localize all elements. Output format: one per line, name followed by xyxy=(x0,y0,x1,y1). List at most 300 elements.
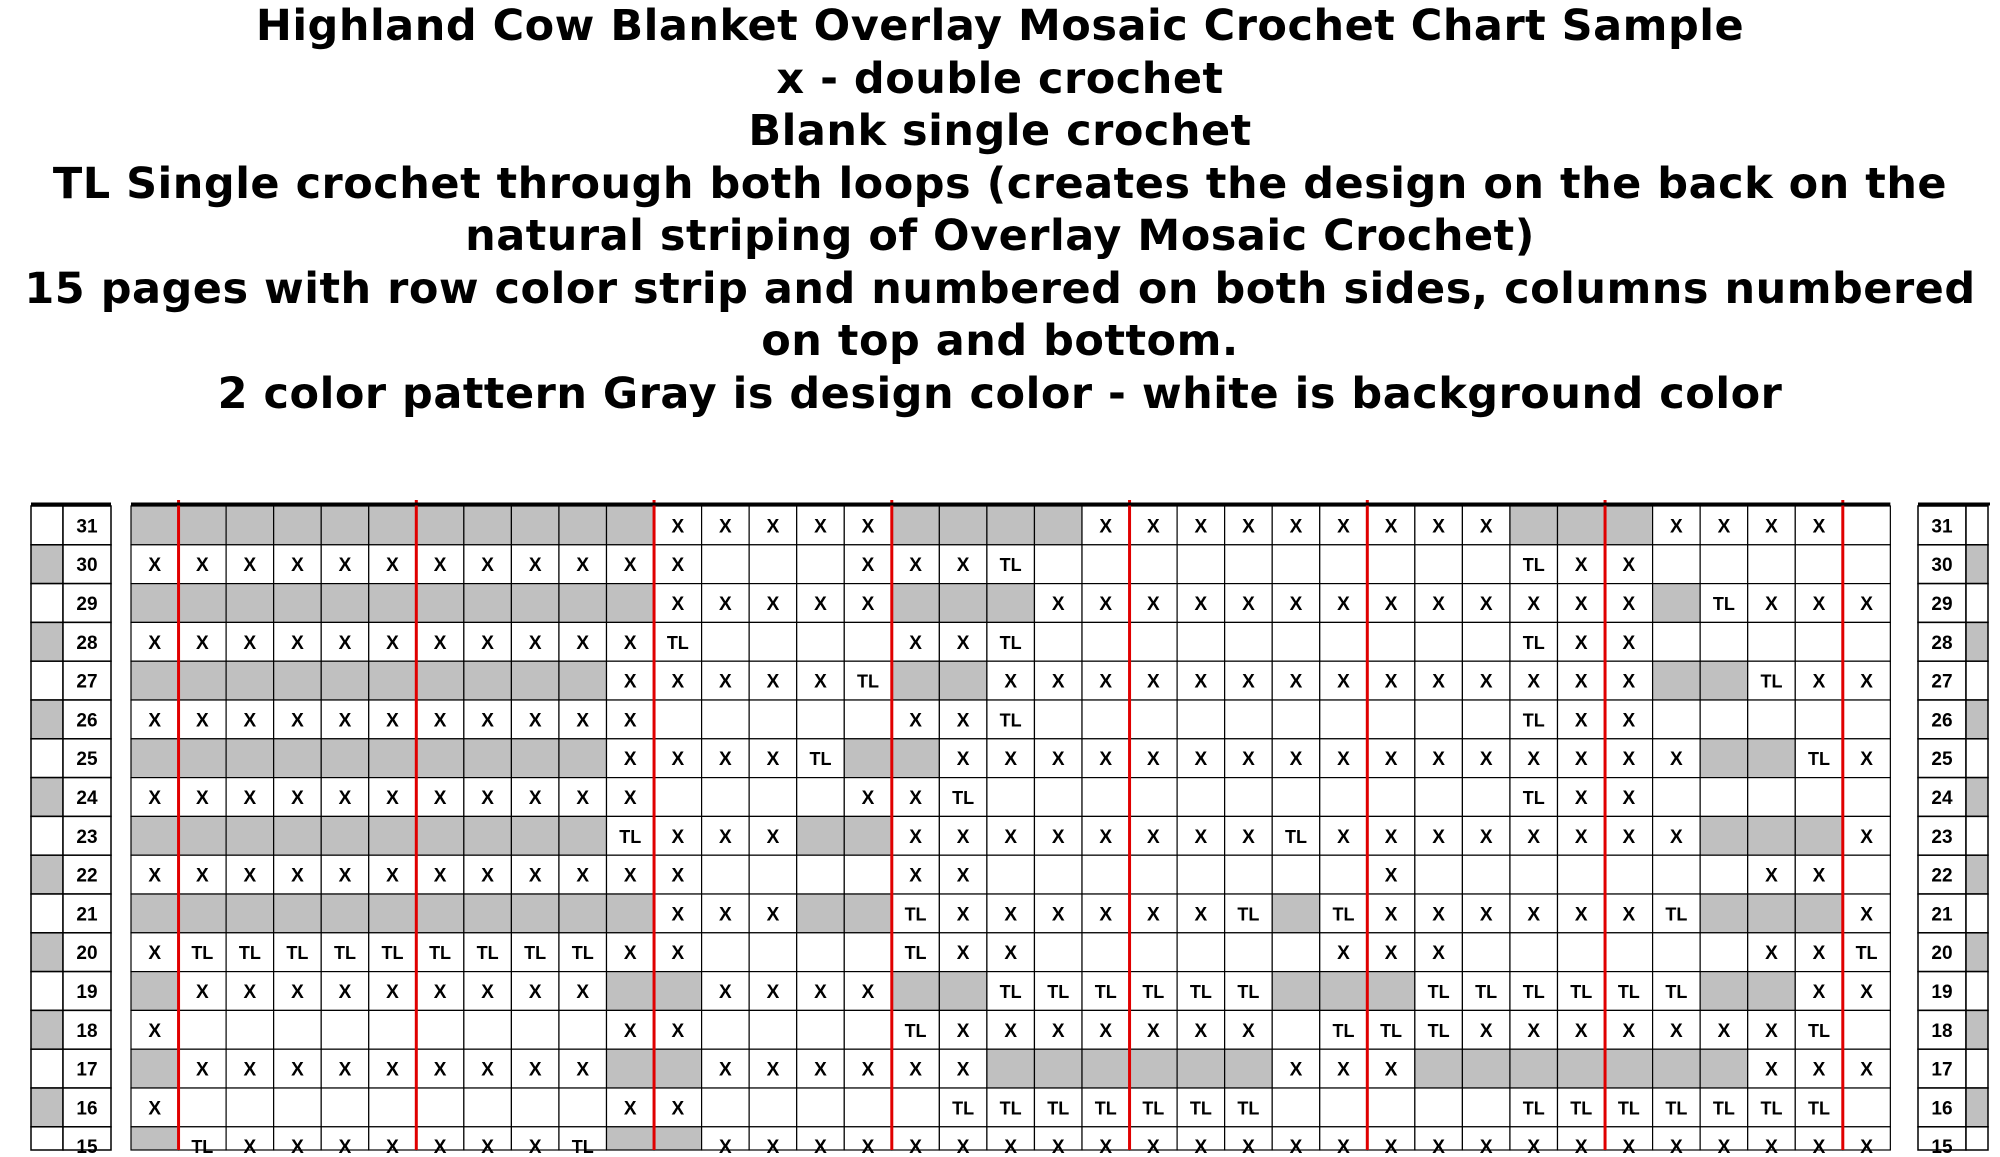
double-crochet-mark: X xyxy=(243,632,257,654)
tl-stitch-mark: TL xyxy=(619,826,642,847)
stitch-cell xyxy=(1843,778,1891,817)
stitch-cell xyxy=(1225,1049,1273,1088)
double-crochet-mark: X xyxy=(1337,1059,1350,1081)
stitch-cell xyxy=(559,894,607,933)
row-color-strip-right xyxy=(1966,622,1988,661)
double-crochet-mark: X xyxy=(386,555,399,577)
tl-stitch-mark: TL xyxy=(999,710,1022,731)
tl-stitch-mark: TL xyxy=(1237,1098,1260,1119)
double-crochet-mark: X xyxy=(338,632,352,654)
stitch-cell xyxy=(131,1127,179,1150)
double-crochet-mark: X xyxy=(1717,1137,1731,1157)
double-crochet-mark: X xyxy=(148,555,162,577)
stitch-cell xyxy=(1748,778,1796,817)
double-crochet-mark: X xyxy=(719,826,732,848)
stitch-cell xyxy=(416,816,464,855)
row-number-left: 18 xyxy=(76,1020,98,1042)
stitch-cell xyxy=(1795,816,1843,855)
double-crochet-mark: X xyxy=(1146,749,1160,771)
double-crochet-mark: X xyxy=(671,1098,685,1120)
row-number-right: 27 xyxy=(1931,671,1953,693)
stitch-cell xyxy=(1558,855,1606,894)
double-crochet-mark: X xyxy=(1289,1059,1303,1081)
double-crochet-mark: X xyxy=(909,710,922,732)
pages-note-line-2: on top and bottom. xyxy=(761,316,1239,366)
double-crochet-mark: X xyxy=(243,1059,257,1081)
stitch-cell xyxy=(1177,1049,1225,1088)
stitch-cell xyxy=(1462,1049,1510,1088)
double-crochet-mark: X xyxy=(148,1020,162,1042)
double-crochet-mark: X xyxy=(671,671,685,693)
stitch-cell xyxy=(1082,622,1130,661)
row-number-left: 19 xyxy=(76,982,98,1003)
row-number-right: 20 xyxy=(1931,943,1953,965)
row-number-left: 20 xyxy=(76,943,98,965)
double-crochet-mark: X xyxy=(1384,516,1398,538)
double-crochet-mark: X xyxy=(528,865,542,887)
stitch-cell xyxy=(939,584,987,623)
stitch-cell xyxy=(226,816,274,855)
double-crochet-mark: X xyxy=(1860,982,1873,1003)
double-crochet-mark: X xyxy=(148,943,162,965)
double-crochet-mark: X xyxy=(1812,516,1826,538)
double-crochet-mark: X xyxy=(433,1137,447,1157)
tl-stitch-mark: TL xyxy=(571,943,594,964)
tl-stitch-mark: TL xyxy=(1712,1098,1735,1119)
double-crochet-mark: X xyxy=(623,671,637,693)
double-crochet-mark: X xyxy=(719,1059,732,1081)
stitch-cell xyxy=(1653,1049,1701,1088)
tl-stitch-mark: TL xyxy=(191,1137,214,1157)
stitch-cell xyxy=(226,661,274,700)
double-crochet-mark: X xyxy=(1717,1020,1731,1042)
tl-stitch-mark: TL xyxy=(1665,904,1688,925)
double-crochet-mark: X xyxy=(1479,594,1493,615)
double-crochet-mark: X xyxy=(1860,904,1873,926)
row-number-right: 31 xyxy=(1931,516,1953,538)
stitch-cell xyxy=(1130,855,1178,894)
stitch-cell xyxy=(939,506,987,545)
double-crochet-mark: X xyxy=(814,982,827,1003)
double-crochet-mark: X xyxy=(1004,671,1018,693)
tl-stitch-mark: TL xyxy=(666,632,689,653)
double-crochet-mark: X xyxy=(1574,632,1588,654)
stitch-cell xyxy=(1130,545,1178,584)
double-crochet-mark: X xyxy=(1860,826,1873,848)
stitch-cell xyxy=(1653,661,1701,700)
stitch-cell xyxy=(892,661,940,700)
double-crochet-mark: X xyxy=(481,710,494,732)
tl-stitch-mark: TL xyxy=(1808,749,1831,770)
double-crochet-mark: X xyxy=(1146,1020,1160,1042)
double-crochet-mark: X xyxy=(1670,749,1683,771)
double-crochet-mark: X xyxy=(909,1137,922,1157)
stitch-cell xyxy=(131,661,179,700)
tl-stitch-mark: TL xyxy=(952,788,975,808)
double-crochet-mark: X xyxy=(433,1059,447,1081)
stitch-cell xyxy=(1748,700,1796,739)
stitch-cell xyxy=(1700,545,1748,584)
stitch-cell xyxy=(797,894,845,933)
double-crochet-mark: X xyxy=(1384,1137,1398,1157)
double-crochet-mark: X xyxy=(956,1020,970,1042)
double-crochet-mark: X xyxy=(1574,749,1588,771)
stitch-cell xyxy=(1034,1049,1082,1088)
double-crochet-mark: X xyxy=(528,982,542,1003)
tl-stitch-mark: TL xyxy=(1427,1020,1450,1041)
stitch-cell xyxy=(1082,1049,1130,1088)
stitch-cell xyxy=(1462,622,1510,661)
double-crochet-mark: X xyxy=(338,1059,352,1081)
row-number-left: 17 xyxy=(76,1059,98,1081)
stitch-cell xyxy=(1177,933,1225,972)
double-crochet-mark: X xyxy=(1479,904,1493,926)
double-crochet-mark: X xyxy=(1812,671,1826,693)
stitch-cell xyxy=(511,1088,559,1127)
stitch-cell xyxy=(1367,972,1415,1011)
double-crochet-mark: X xyxy=(956,749,970,771)
stitch-cell xyxy=(797,700,845,739)
double-crochet-mark: X xyxy=(956,1137,970,1157)
row-color-strip-left xyxy=(31,972,63,1011)
tl-stitch-mark: TL xyxy=(1570,1098,1593,1119)
stitch-cell xyxy=(1367,622,1415,661)
row-number-left: 28 xyxy=(76,632,98,654)
double-crochet-mark: X xyxy=(861,594,875,615)
stitch-cell xyxy=(1272,972,1320,1011)
double-crochet-mark: X xyxy=(1574,594,1588,615)
double-crochet-mark: X xyxy=(1574,788,1588,809)
stitch-cell xyxy=(1462,778,1510,817)
double-crochet-mark: X xyxy=(195,865,209,887)
stitch-cell xyxy=(1843,1088,1891,1127)
stitch-cell xyxy=(1748,622,1796,661)
row-color-strip-left xyxy=(31,506,63,545)
stitch-cell xyxy=(226,506,274,545)
stitch-cell xyxy=(607,894,655,933)
pages-note-line-1: 15 pages with row color strip and numbered on both sides, columns numbered xyxy=(24,263,1976,314)
stitch-cell xyxy=(369,1088,417,1127)
row-number-right: 24 xyxy=(1931,788,1953,809)
stitch-cell xyxy=(131,584,179,623)
stitch-cell xyxy=(559,584,607,623)
row-color-strip-left xyxy=(31,1088,63,1127)
double-crochet-mark: X xyxy=(338,1137,352,1157)
double-crochet-mark: X xyxy=(386,1059,399,1081)
double-crochet-mark: X xyxy=(1812,594,1826,615)
double-crochet-mark: X xyxy=(528,788,542,809)
stitch-cell xyxy=(1272,894,1320,933)
double-crochet-mark: X xyxy=(1289,594,1303,615)
double-crochet-mark: X xyxy=(766,671,780,693)
double-crochet-mark: X xyxy=(909,788,922,809)
stitch-cell xyxy=(1320,972,1368,1011)
stitch-cell xyxy=(1320,1088,1368,1127)
double-crochet-mark: X xyxy=(576,982,590,1003)
double-crochet-mark: X xyxy=(861,982,875,1003)
double-crochet-mark: X xyxy=(1051,1020,1065,1042)
double-crochet-mark: X xyxy=(1099,826,1113,848)
row-number-right: 29 xyxy=(1931,594,1953,615)
double-crochet-mark: X xyxy=(1527,1020,1541,1042)
stitch-cell xyxy=(939,661,987,700)
double-crochet-mark: X xyxy=(481,1059,494,1081)
stitch-cell xyxy=(1082,545,1130,584)
double-crochet-mark: X xyxy=(1242,671,1255,693)
tl-stitch-mark: TL xyxy=(1665,1098,1688,1119)
double-crochet-mark: X xyxy=(1860,749,1873,771)
stitch-cell xyxy=(749,778,797,817)
double-crochet-mark: X xyxy=(671,594,685,615)
double-crochet-mark: X xyxy=(433,632,447,654)
double-crochet-mark: X xyxy=(1194,826,1208,848)
legend-single-crochet: Blank single crochet xyxy=(748,106,1252,156)
tl-stitch-mark: TL xyxy=(1332,904,1355,925)
stitch-cell xyxy=(1415,622,1463,661)
stitch-cell xyxy=(1177,778,1225,817)
stitch-cell xyxy=(1415,545,1463,584)
double-crochet-mark: X xyxy=(1004,749,1018,771)
double-crochet-mark: X xyxy=(386,1137,399,1157)
stitch-cell xyxy=(1748,972,1796,1011)
double-crochet-mark: X xyxy=(1337,516,1350,538)
stitch-cell xyxy=(702,1088,750,1127)
double-crochet-mark: X xyxy=(719,982,732,1003)
stitch-cell xyxy=(844,894,892,933)
stitch-cell xyxy=(607,506,655,545)
tl-stitch-mark: TL xyxy=(1427,982,1450,1002)
stitch-cell xyxy=(464,894,512,933)
double-crochet-mark: X xyxy=(671,555,685,577)
stitch-cell xyxy=(987,855,1035,894)
stitch-cell xyxy=(226,739,274,778)
tl-stitch-mark: TL xyxy=(1808,1020,1831,1041)
row-color-strip-left xyxy=(31,622,63,661)
stitch-cell xyxy=(131,506,179,545)
row-color-strip-left xyxy=(31,894,63,933)
stitch-cell xyxy=(1320,855,1368,894)
stitch-cell xyxy=(1795,545,1843,584)
tl-stitch-mark: TL xyxy=(999,555,1022,576)
double-crochet-mark: X xyxy=(623,710,637,732)
stitch-cell xyxy=(1462,700,1510,739)
row-color-strip-right xyxy=(1966,506,1988,545)
tl-stitch-mark: TL xyxy=(1617,1098,1640,1119)
stitch-cell xyxy=(797,778,845,817)
double-crochet-mark: X xyxy=(956,904,970,926)
stitch-cell xyxy=(1653,933,1701,972)
stitch-cell xyxy=(1748,816,1796,855)
stitch-cell xyxy=(131,816,179,855)
tl-stitch-mark: TL xyxy=(1808,1098,1831,1119)
stitch-cell xyxy=(321,661,369,700)
double-crochet-mark: X xyxy=(671,865,685,887)
row-number-right: 22 xyxy=(1931,865,1953,887)
stitch-cell xyxy=(987,1049,1035,1088)
double-crochet-mark: X xyxy=(1574,555,1588,577)
row-number-left: 26 xyxy=(76,710,98,732)
stitch-cell xyxy=(702,933,750,972)
stitch-cell xyxy=(797,1088,845,1127)
double-crochet-mark: X xyxy=(671,749,685,771)
stitch-cell xyxy=(1605,506,1653,545)
stitch-cell xyxy=(464,816,512,855)
row-number-right: 23 xyxy=(1931,826,1953,848)
stitch-cell xyxy=(131,972,179,1011)
stitch-cell xyxy=(1367,1088,1415,1127)
stitch-cell xyxy=(511,816,559,855)
stitch-cell xyxy=(511,894,559,933)
tl-stitch-mark: TL xyxy=(999,632,1022,653)
stitch-cell xyxy=(1700,622,1748,661)
double-crochet-mark: X xyxy=(1384,826,1398,848)
tl-stitch-mark: TL xyxy=(381,943,404,964)
stitch-cell xyxy=(274,1010,322,1049)
row-number-right: 26 xyxy=(1931,710,1953,732)
stitch-cell xyxy=(1700,1049,1748,1088)
stitch-cell xyxy=(749,933,797,972)
tl-stitch-mark: TL xyxy=(1522,710,1545,731)
double-crochet-mark: X xyxy=(338,788,352,809)
double-crochet-mark: X xyxy=(1099,1137,1113,1157)
row-color-strip-right xyxy=(1966,661,1988,700)
double-crochet-mark: X xyxy=(719,594,732,615)
double-crochet-mark: X xyxy=(148,632,162,654)
double-crochet-mark: X xyxy=(1004,943,1018,965)
row-number-left: 16 xyxy=(76,1098,98,1120)
stitch-cell xyxy=(416,1010,464,1049)
double-crochet-mark: X xyxy=(1527,594,1541,615)
stitch-cell xyxy=(274,894,322,933)
stitch-cell xyxy=(1034,933,1082,972)
stitch-cell xyxy=(607,1049,655,1088)
tl-stitch-mark: TL xyxy=(1284,826,1307,847)
stitch-cell xyxy=(797,545,845,584)
row-color-strip-right xyxy=(1966,855,1988,894)
stitch-cell xyxy=(1748,739,1796,778)
stitch-cell xyxy=(1843,545,1891,584)
tl-stitch-mark: TL xyxy=(1522,1098,1545,1119)
double-crochet-mark: X xyxy=(719,904,732,926)
stitch-cell xyxy=(179,661,227,700)
stitch-cell xyxy=(1034,506,1082,545)
double-crochet-mark: X xyxy=(956,826,970,848)
double-crochet-mark: X xyxy=(1765,516,1778,538)
row-color-strip-left xyxy=(31,855,63,894)
double-crochet-mark: X xyxy=(1574,904,1588,926)
stitch-cell xyxy=(749,1010,797,1049)
double-crochet-mark: X xyxy=(956,710,970,732)
double-crochet-mark: X xyxy=(1622,555,1636,577)
double-crochet-mark: X xyxy=(1765,594,1778,615)
stitch-cell xyxy=(1843,506,1891,545)
stitch-cell xyxy=(1700,739,1748,778)
stitch-cell xyxy=(369,894,417,933)
double-crochet-mark: X xyxy=(528,1137,542,1157)
color-note: 2 color pattern Gray is design color - white is background color xyxy=(217,368,1783,419)
double-crochet-mark: X xyxy=(1384,671,1398,693)
double-crochet-mark: X xyxy=(909,865,922,887)
stitch-cell xyxy=(1795,622,1843,661)
tl-stitch-mark: TL xyxy=(1047,982,1070,1002)
double-crochet-mark: X xyxy=(243,555,257,577)
stitch-cell xyxy=(702,1010,750,1049)
tl-stitch-mark: TL xyxy=(191,943,214,964)
stitch-cell xyxy=(1130,622,1178,661)
double-crochet-mark: X xyxy=(719,1137,732,1157)
double-crochet-mark: X xyxy=(1242,516,1255,538)
double-crochet-mark: X xyxy=(1479,1020,1493,1042)
tl-stitch-mark: TL xyxy=(1189,982,1212,1002)
stitch-cell xyxy=(274,739,322,778)
double-crochet-mark: X xyxy=(1289,671,1303,693)
stitch-cell xyxy=(1034,622,1082,661)
double-crochet-mark: X xyxy=(1051,826,1065,848)
double-crochet-mark: X xyxy=(148,788,162,809)
stitch-cell xyxy=(1272,545,1320,584)
stitch-cell xyxy=(416,584,464,623)
stitch-cell xyxy=(511,506,559,545)
stitch-cell xyxy=(607,584,655,623)
tl-stitch-mark: TL xyxy=(1094,1098,1117,1119)
double-crochet-mark: X xyxy=(433,710,447,732)
stitch-cell xyxy=(892,739,940,778)
stitch-cell xyxy=(702,778,750,817)
double-crochet-mark: X xyxy=(1432,671,1445,693)
stitch-cell xyxy=(749,700,797,739)
stitch-cell xyxy=(1082,700,1130,739)
tl-stitch-mark: TL xyxy=(1237,904,1260,925)
stitch-cell xyxy=(749,622,797,661)
stitch-cell xyxy=(892,1088,940,1127)
double-crochet-mark: X xyxy=(1574,1020,1588,1042)
stitch-cell xyxy=(416,894,464,933)
double-crochet-mark: X xyxy=(386,710,399,732)
stitch-cell xyxy=(1272,1088,1320,1127)
double-crochet-mark: X xyxy=(1765,1137,1778,1157)
double-crochet-mark: X xyxy=(766,516,780,538)
double-crochet-mark: X xyxy=(623,1098,637,1120)
tl-stitch-mark: TL xyxy=(238,943,261,964)
double-crochet-mark: X xyxy=(1051,1137,1065,1157)
double-crochet-mark: X xyxy=(528,1059,542,1081)
stitch-cell xyxy=(559,661,607,700)
double-crochet-mark: X xyxy=(1622,1020,1636,1042)
stitch-cell xyxy=(749,545,797,584)
row-color-strip-right xyxy=(1966,816,1988,855)
double-crochet-mark: X xyxy=(719,671,732,693)
stitch-cell xyxy=(1225,622,1273,661)
double-crochet-mark: X xyxy=(291,982,304,1003)
double-crochet-mark: X xyxy=(1622,594,1636,615)
double-crochet-mark: X xyxy=(1289,749,1303,771)
stitch-cell xyxy=(797,622,845,661)
stitch-cell xyxy=(607,972,655,1011)
stitch-cell xyxy=(1272,1010,1320,1049)
double-crochet-mark: X xyxy=(1479,671,1493,693)
stitch-cell xyxy=(1510,506,1558,545)
double-crochet-mark: X xyxy=(433,788,447,809)
double-crochet-mark: X xyxy=(956,1059,970,1081)
stitch-cell xyxy=(1320,700,1368,739)
stitch-cell xyxy=(1415,1049,1463,1088)
stitch-cell xyxy=(844,1088,892,1127)
stitch-cell xyxy=(369,584,417,623)
double-crochet-mark: X xyxy=(338,865,352,887)
stitch-cell xyxy=(1843,1010,1891,1049)
stitch-cell xyxy=(559,1010,607,1049)
stitch-cell xyxy=(1843,855,1891,894)
